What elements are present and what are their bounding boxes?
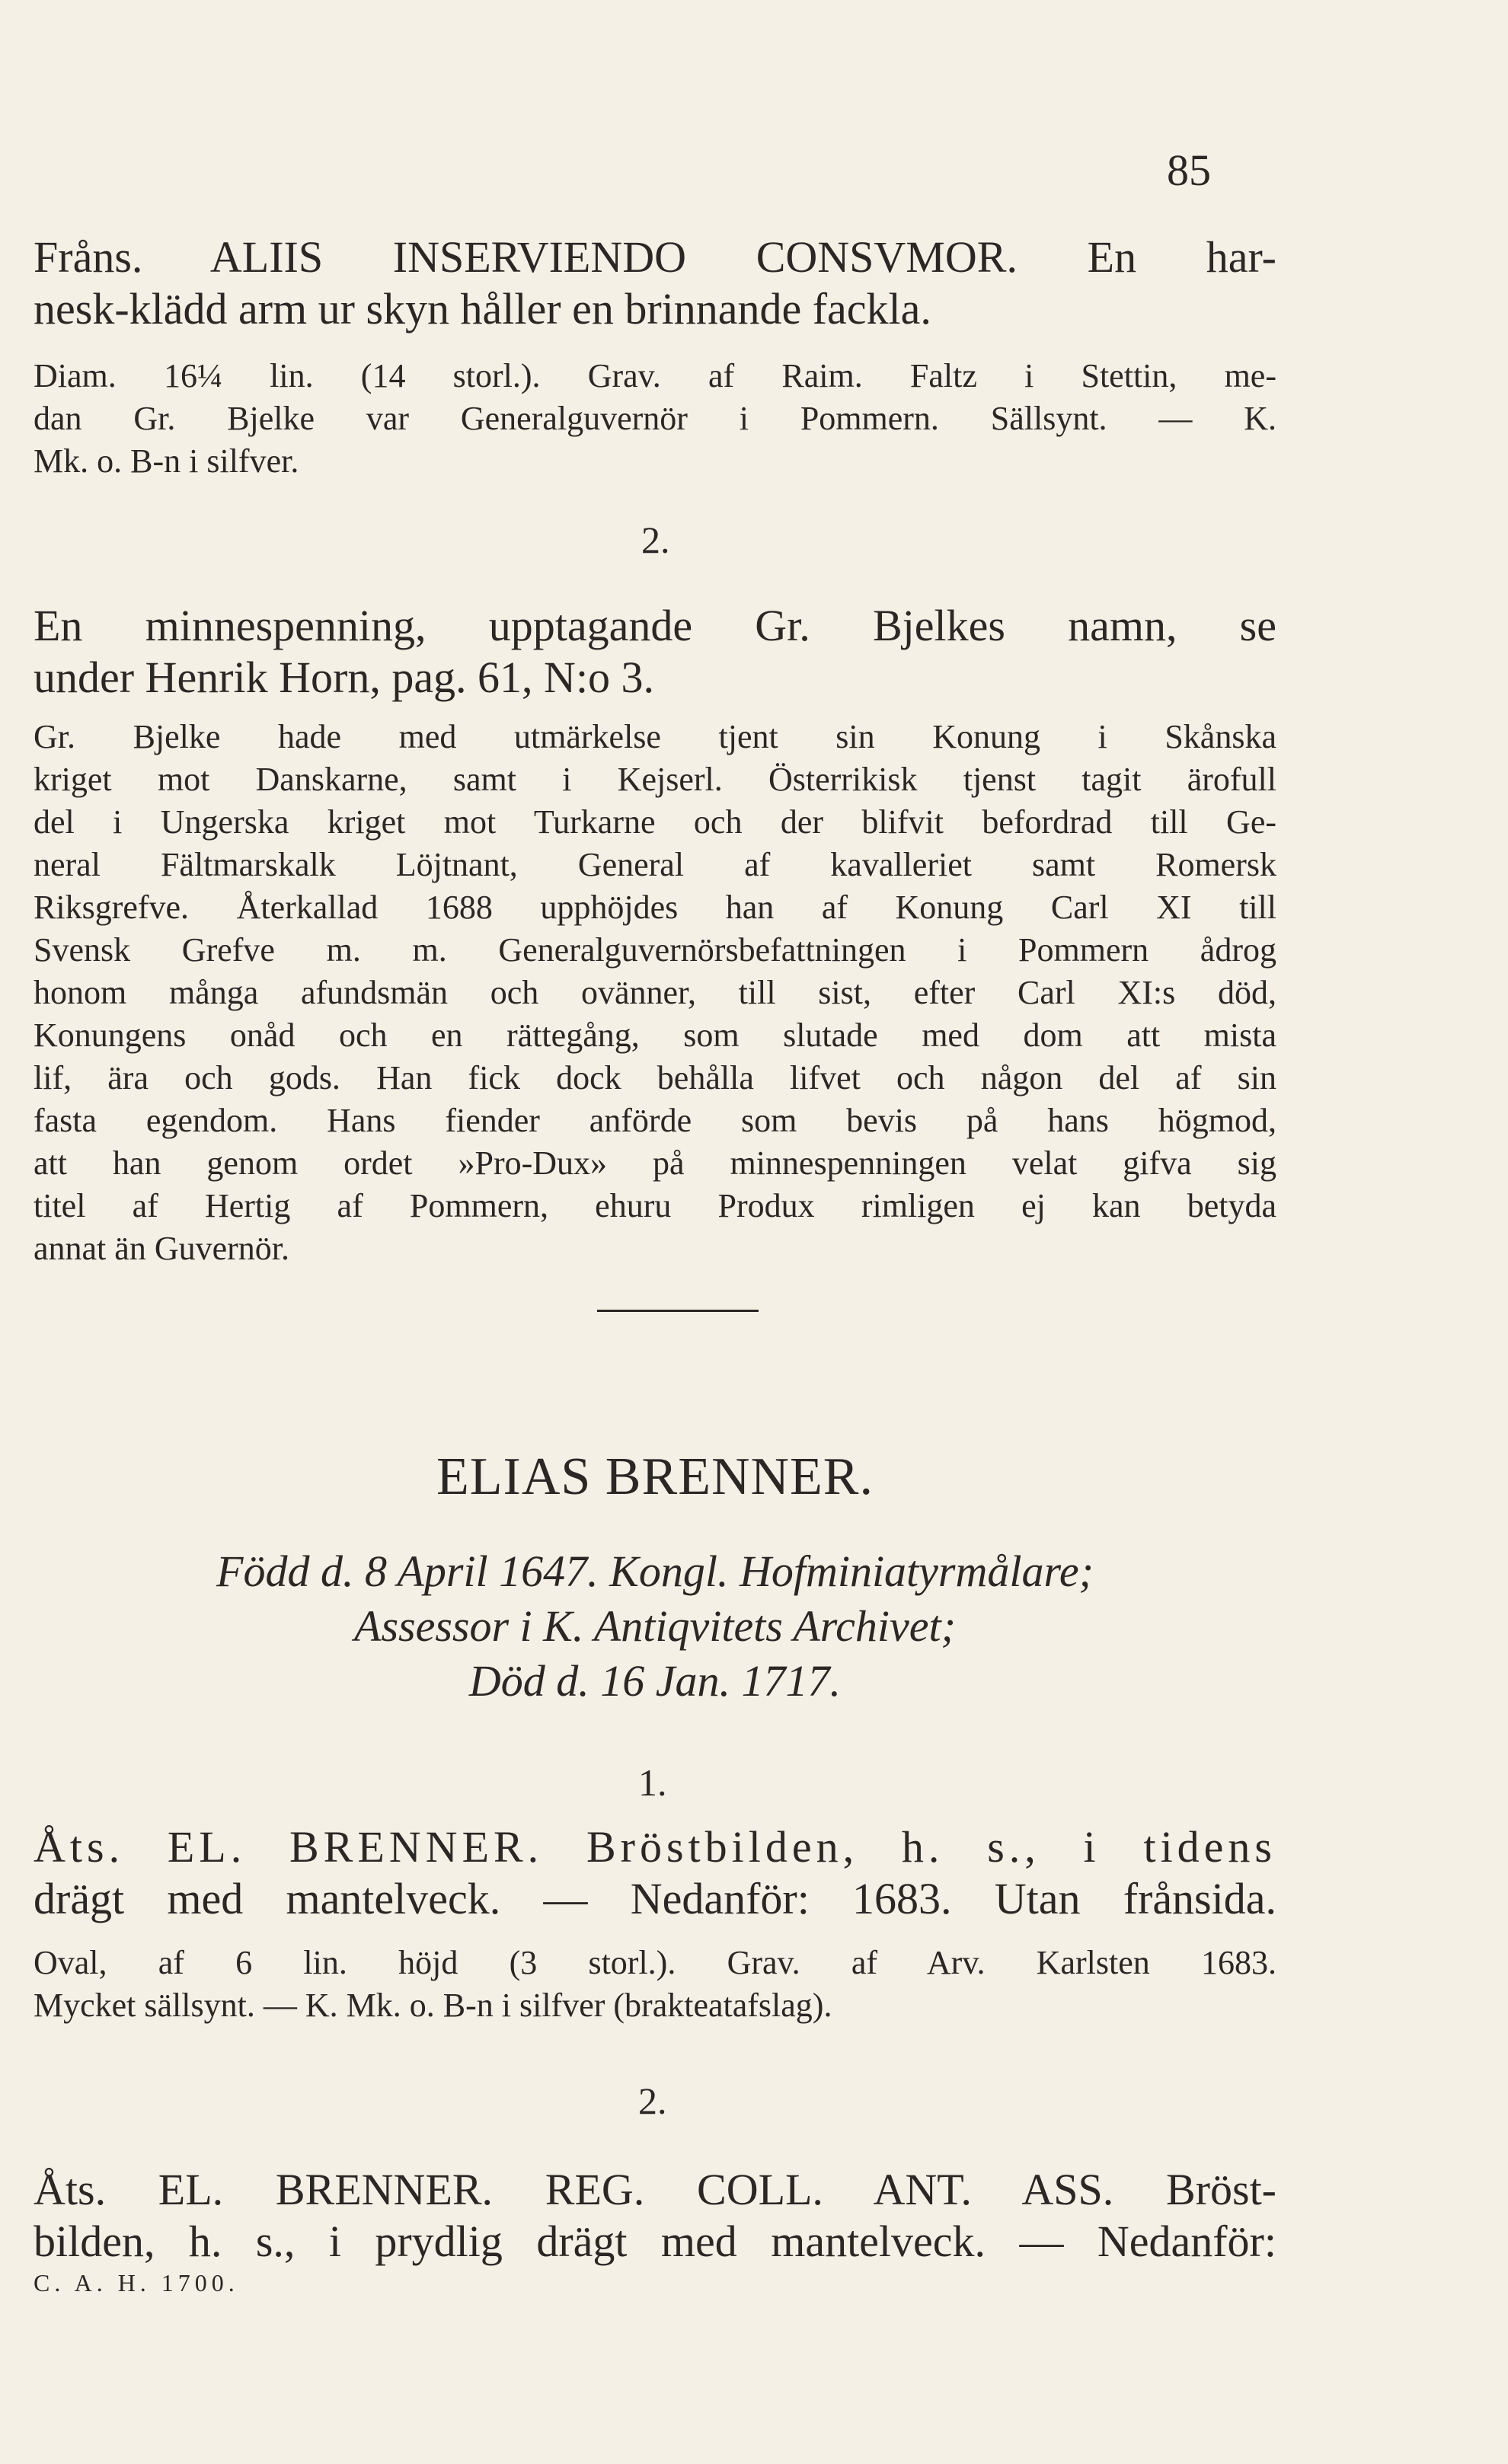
text-line: Mk. o. B-n i silfver. [34, 442, 299, 480]
text-line: titel af Hertig af Pommern, ehuru Produx rimligen ej kan betyda [34, 1187, 1276, 1224]
text-line: Mycket sällsynt. — K. Mk. o. B-n i silfver (brakteatafslag). [34, 1987, 832, 2024]
entry-heading: ELIAS BRENNER. [436, 1447, 874, 1506]
text-line: En minnespenning, upptagande Gr. Bjelkes namn, se [34, 601, 1276, 650]
item-number: 2. [638, 2079, 667, 2122]
subheading-line: Död d. 16 Jan. 1717. [468, 1656, 842, 1706]
text-line: Svensk Grefve m. m. Generalguvernörsbefattningen i Pommern ådrog [34, 931, 1276, 969]
subheading-line: Assessor i K. Antiqvitets Archivet; [354, 1601, 956, 1651]
text-line: Oval, af 6 lin. höjd (3 storl.). Grav. af Arv. Karlsten 1683. [34, 1944, 1276, 1981]
biography-text [34, 716, 1276, 1270]
item-2-text [34, 2164, 1276, 2268]
text-line: Riksgrefve. Återkallad 1688 upphöjdes han af Konung Carl XI till [34, 889, 1276, 926]
item-number: 1. [638, 1761, 667, 1804]
section-1-details [34, 355, 1276, 483]
text-line: Diam. 16¼ lin. (14 storl.). Grav. af Raim. Faltz i Stettin, me- [34, 357, 1276, 394]
text-line: kriget mot Danskarne, samt i Kejserl. Österrikisk tjenst tagit ärofull [34, 761, 1276, 798]
section-divider [597, 1310, 759, 1312]
section-2-text [34, 600, 1276, 704]
text-line: annat än Guvernör. [34, 1230, 289, 1267]
item-2-footer [34, 2269, 1276, 2297]
subheading-line: Född d. 8 April 1647. Kongl. Hofminiatyrmålare; [216, 1546, 1094, 1596]
text-line: bilden, h. s., i prydlig drägt med mantelveck. — Nedanför: [34, 2217, 1276, 2266]
page-number: 85 [1167, 145, 1211, 195]
text-line: att han genom ordet »Pro-Dux» på minnespenningen velat gifva sig [34, 1144, 1276, 1182]
item-1-details [34, 1942, 1276, 2027]
text-line: honom många afundsmän och ovänner, till sist, efter Carl XI:s död, [34, 974, 1276, 1011]
text-line: dan Gr. Bjelke var Generalguvernör i Pommern. Sällsynt. — K. [34, 400, 1276, 437]
section-1-text [34, 231, 1276, 335]
text-line: fasta egendom. Hans fiender anförde som bevis på hans högmod, [34, 1102, 1276, 1139]
text-line: Gr. Bjelke hade med utmärkelse tjent sin Konung i Skånska [34, 718, 1276, 755]
text-line: neral Fältmarskalk Löjtnant, General af kavalleriet samt Romersk [34, 846, 1276, 883]
text-line: Konungens onåd och en rättegång, som slutade med dom att mista [34, 1017, 1276, 1054]
text-line: Åts. EL. BRENNER. REG. COLL. ANT. ASS. Bröst- [34, 2165, 1276, 2214]
text-line: under Henrik Horn, pag. 61, N:o 3. [34, 653, 655, 702]
text-line: Åts. EL. BRENNER. Bröstbilden, h. s., i tidens [34, 1822, 1276, 1872]
item-1-text [34, 1821, 1276, 1925]
text-line: Fråns. ALIIS INSERVIENDO CONSVMOR. En har- [34, 232, 1276, 282]
section-number: 2. [641, 519, 670, 561]
text-line: nesk-klädd arm ur skyn håller en brinnande fackla. [34, 284, 931, 334]
text-line: lif, ära och gods. Han fick dock behålla lifvet och någon del af sin [34, 1059, 1276, 1096]
text-line: drägt med mantelveck. — Nedanför: 1683. Utan frånsida. [34, 1874, 1276, 1923]
text-line: C. A. H. 1700. [34, 2269, 239, 2296]
text-line: del i Ungerska kriget mot Turkarne och der blifvit befordrad till Ge- [34, 803, 1276, 841]
